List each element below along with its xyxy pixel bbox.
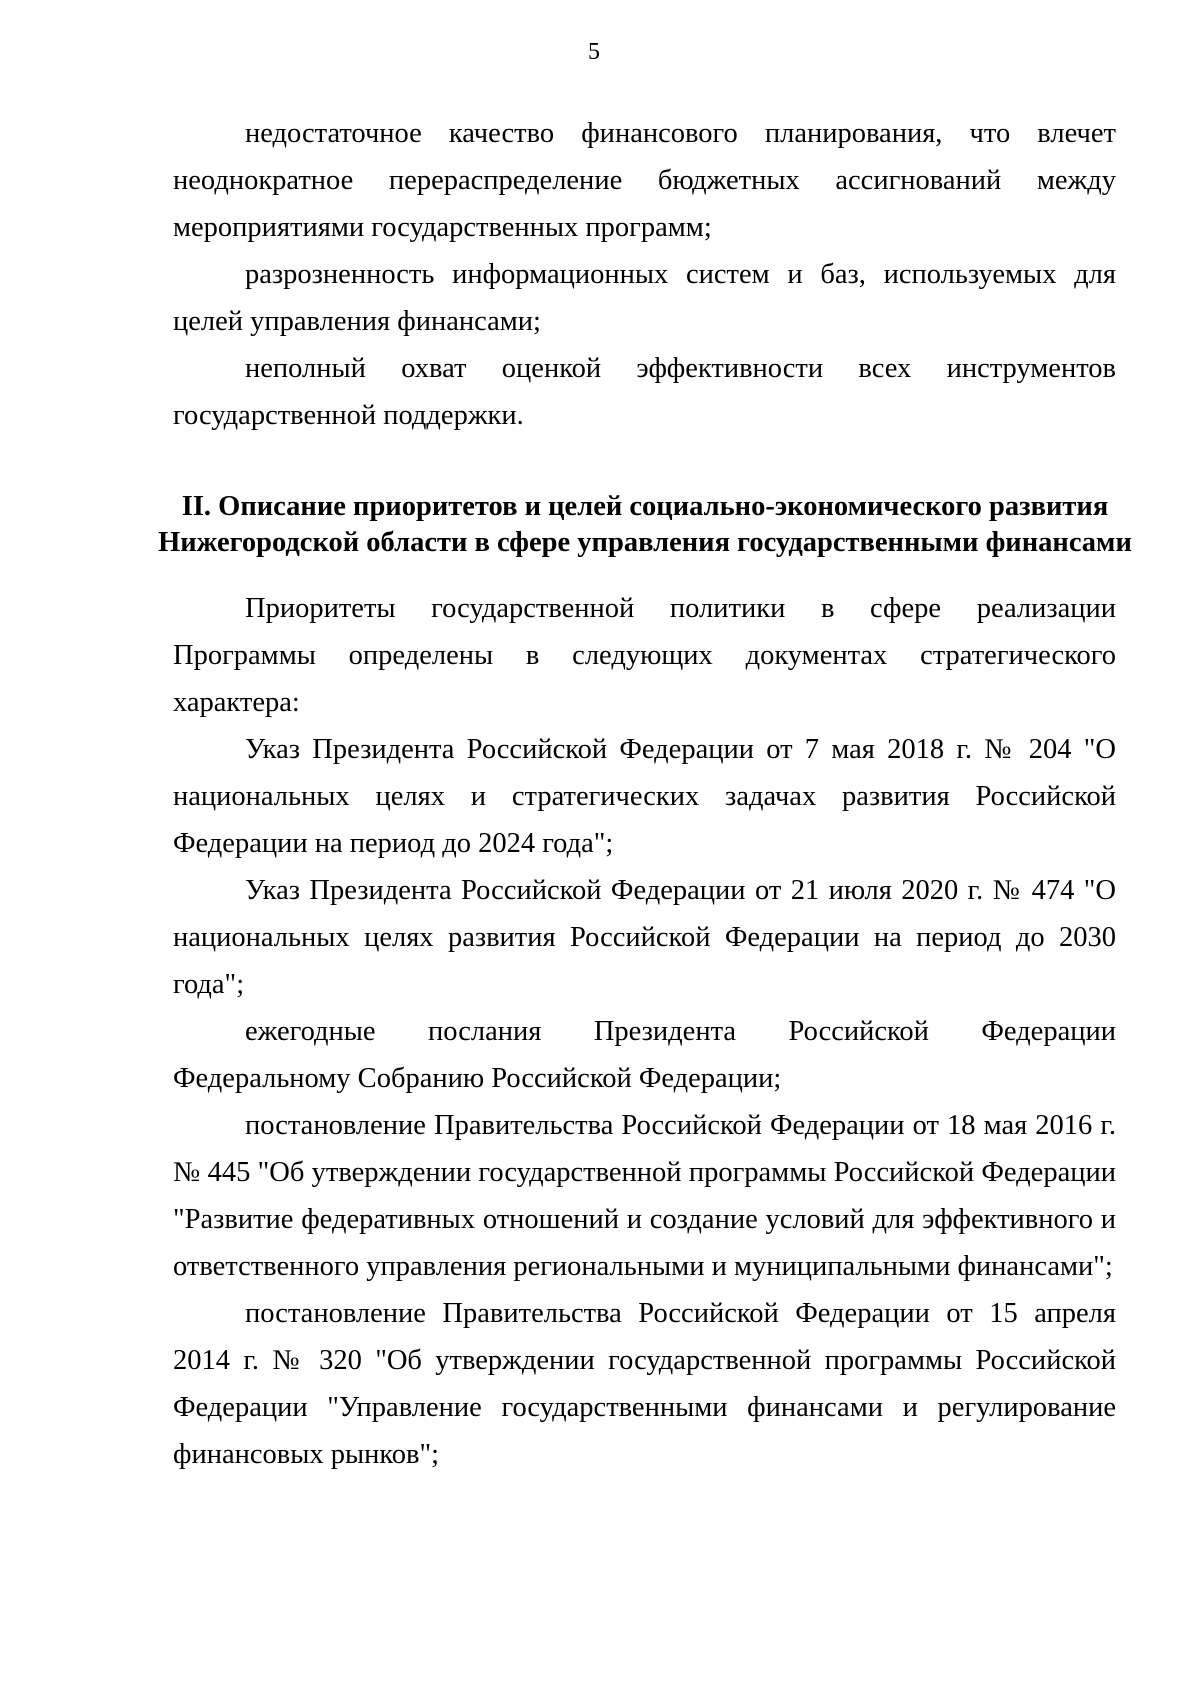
problem-paragraph: неполный охват оценкой эффективности всех инструментов государственной поддержки. xyxy=(173,353,1116,431)
priority-document-paragraph: Указ Президента Российской Федерации от 7 мая 2018 г. № 204 "О национальных целях и стратегических задачах развития Российской Федерации на период до 2024 года"; xyxy=(173,734,1116,859)
priorities-intro-paragraph: Приоритеты государственной политики в сфере реализации Программы определены в следующих документах стратегического характера: xyxy=(173,593,1116,718)
priorities-list xyxy=(173,585,1116,1478)
problems-list xyxy=(173,110,1116,439)
priority-document-paragraph: постановление Правительства Российской Федерации от 15 апреля 2014 г. № 320 "Об утверждении государственной программы Российской Федерации "Управление государственными финансами и регулирование финансовых рынков"; xyxy=(173,1298,1116,1470)
problem-paragraph: разрозненность информационных систем и баз, используемых для целей управления финансами; xyxy=(173,259,1116,337)
section-heading-line: II. Описание приоритетов и целей социально-экономического развития xyxy=(181,491,1109,522)
priority-document-paragraph: Указ Президента Российской Федерации от 21 июля 2020 г. № 474 "О национальных целях развития Российской Федерации на период до 2030 года"; xyxy=(173,875,1116,1000)
section-heading xyxy=(150,489,1140,561)
problem-paragraph: недостаточное качество финансового планирования, что влечет неоднократное перераспределение бюджетных ассигнований между мероприятиями государственных программ; xyxy=(173,118,1116,243)
priority-document-paragraph: постановление Правительства Российской Федерации от 18 мая 2016 г. № 445 "Об утверждении государственной программы Российской Федерации "Развитие федеративных отношений и создание условий для эффективного и ответственного управления региональными и муниципальными финансами"; xyxy=(173,1110,1116,1282)
page-number: 5 xyxy=(588,39,600,65)
section-heading-line: Нижегородской области в сфере управления государственными финансами xyxy=(158,527,1132,558)
priority-document-paragraph: ежегодные послания Президента Российской Федерации Федеральному Собранию Российской Федерации; xyxy=(173,1016,1116,1094)
